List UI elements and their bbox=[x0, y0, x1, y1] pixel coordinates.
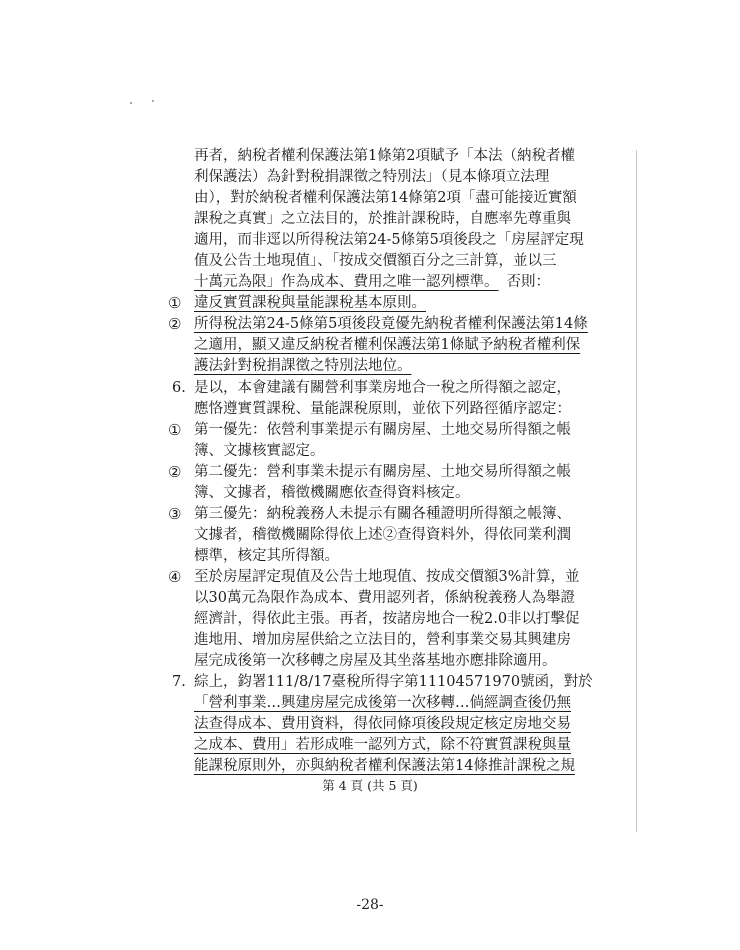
line-text: 第二優先：營利事業未提示有關房屋、土地交易所得額之帳 bbox=[194, 463, 571, 480]
list-item-line bbox=[0, 335, 740, 356]
page-number: -28- bbox=[356, 897, 384, 913]
list-marker: ② bbox=[168, 462, 182, 481]
text-line bbox=[0, 272, 740, 293]
scan-speck bbox=[152, 100, 154, 102]
text-line bbox=[0, 167, 740, 188]
list-item-line bbox=[0, 504, 740, 525]
list-item-line bbox=[0, 420, 740, 441]
list-item-line bbox=[0, 462, 740, 483]
line-text: 綜上，鈞署111/8/17臺稅所得字第11104571970號函，對於 bbox=[194, 674, 593, 691]
line-text: 是以，本會建議有關營利事業房地合一稅之所得額之認定， bbox=[194, 379, 571, 396]
list-marker: ① bbox=[168, 420, 182, 439]
underlined-text: 十萬元為限」作為成本、費用之唯一認列標準。 bbox=[194, 274, 499, 291]
scan-speck bbox=[130, 102, 132, 104]
document-body bbox=[0, 146, 740, 777]
line-text: 課稅之真實」之立法目的，於推計課稅時，自應率先尊重與 bbox=[194, 211, 571, 228]
line-text: 值及公告土地現值」、「按成交價額百分之三計算，並以三 bbox=[194, 253, 557, 270]
text-line bbox=[0, 209, 740, 230]
line-text: 文據者，稽徵機關除得依上述②查得資料外，得依同業利潤 bbox=[194, 526, 571, 543]
underlined-text: 之適用，顯又違反納稅者權利保護法第1條賦予納稅者權利保 bbox=[194, 337, 581, 354]
numbered-item-line bbox=[0, 399, 740, 420]
list-item-line bbox=[0, 588, 740, 609]
underlined-text: 違反實質課稅與量能課稅基本原則。 bbox=[194, 295, 426, 312]
numbered-item-line bbox=[0, 672, 740, 693]
text-line bbox=[0, 146, 740, 167]
list-marker: ④ bbox=[168, 567, 182, 586]
line-text: 第三優先：納稅義務人未提示有關各種證明所得額之帳簿、 bbox=[194, 505, 571, 522]
line-text: 以30萬元為限作為成本、費用認列者，係納稅義務人為舉證 bbox=[194, 589, 575, 606]
text-line bbox=[0, 251, 740, 272]
numbered-item-line bbox=[0, 378, 740, 399]
line-text: 適用，而非逕以所得稅法第24-5條第5項後段之「房屋評定現 bbox=[194, 232, 584, 249]
list-item-line bbox=[0, 293, 740, 314]
line-tail: 否則： bbox=[506, 274, 550, 291]
list-item-line bbox=[0, 546, 740, 567]
list-item-line bbox=[0, 314, 740, 335]
line-text: 經濟計，得依此主張。再者，按諸房地合一稅2.0非以打擊促 bbox=[194, 611, 580, 628]
item-number: 6. bbox=[172, 379, 186, 396]
line-text: 屋完成後第一次移轉之房屋及其坐落基地亦應排除適用。 bbox=[194, 653, 557, 670]
list-item-line bbox=[0, 483, 740, 504]
list-marker: ③ bbox=[168, 504, 182, 523]
list-marker: ② bbox=[168, 315, 182, 334]
underlined-text: 法查得成本、費用資料，得依同條項後段規定核定房地交易 bbox=[194, 716, 571, 733]
line-text: 利保護法）為針對稅捐課徵之特別法」（見本條項立法理 bbox=[194, 169, 550, 186]
line-text: 進地用、增加房屋供給之立法目的，營利事業交易其興建房 bbox=[194, 632, 571, 649]
underlined-text: 之成本、費用」若形成唯一認列方式，除不符實質課稅與量 bbox=[194, 737, 571, 754]
line-text: 應恪遵實質課稅、量能課稅原則，並依下列路徑循序認定： bbox=[194, 400, 571, 417]
line-text bbox=[194, 272, 550, 293]
item-number: 7. bbox=[172, 674, 186, 691]
list-item-line bbox=[0, 356, 740, 377]
underlined-text: 能課稅原則外，亦與納稅者權利保護法第14條推計課稅之規 bbox=[194, 758, 575, 775]
underlined-text: 所得稅法第24-5條第5項後段竟優先納稅者權利保護法第14條 bbox=[194, 316, 588, 333]
list-item-line bbox=[0, 651, 740, 672]
line-text: 簿、文據者，稽徵機關應依查得資料核定。 bbox=[194, 484, 470, 501]
numbered-item-line bbox=[0, 693, 740, 714]
line-text: 標準，核定其所得額。 bbox=[194, 547, 339, 564]
numbered-item-line bbox=[0, 756, 740, 777]
line-text: 再者，納稅者權利保護法第1條第2項賦予「本法（納稅者權 bbox=[194, 148, 575, 164]
page-footer: 第 4 頁 (共 5 頁) bbox=[322, 778, 418, 793]
numbered-item-line bbox=[0, 714, 740, 735]
list-item-line bbox=[0, 609, 740, 630]
text-line bbox=[0, 188, 740, 209]
underlined-text: 「營利事業…興建房屋完成後第一次移轉…倘經調查後仍無 bbox=[194, 695, 571, 712]
numbered-item-line bbox=[0, 735, 740, 756]
line-text: 至於房屋評定現值及公告土地現值、按成交價額3%計算，並 bbox=[194, 568, 580, 585]
line-text: 由），對於納稅者權利保護法第14條第2項「盡可能接近實額 bbox=[194, 190, 577, 207]
line-text: 簿、文據核實認定。 bbox=[194, 442, 325, 459]
list-marker: ① bbox=[168, 294, 182, 313]
list-item-line bbox=[0, 567, 740, 588]
list-item-line bbox=[0, 630, 740, 651]
list-item-line bbox=[0, 441, 740, 462]
underlined-text: 護法針對稅捐課徵之特別法地位。 bbox=[194, 358, 412, 375]
list-item-line bbox=[0, 525, 740, 546]
text-line bbox=[0, 230, 740, 251]
line-text: 第一優先：依營利事業提示有關房屋、土地交易所得額之帳 bbox=[194, 421, 571, 438]
